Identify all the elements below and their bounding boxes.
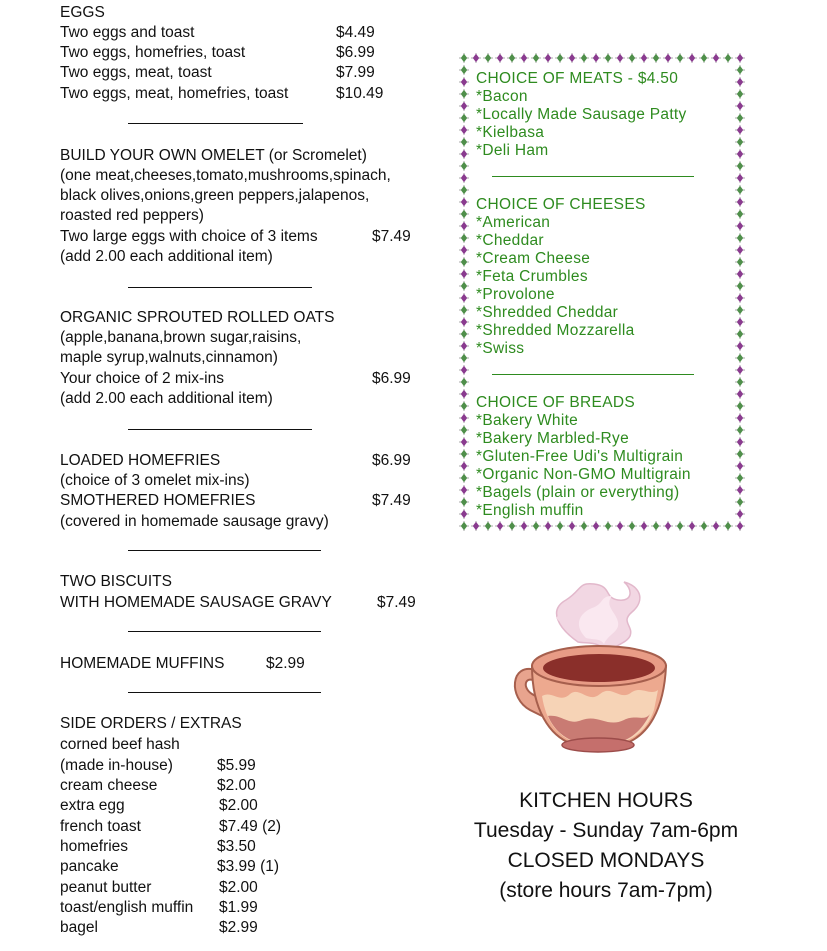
- side-item-name: bagel: [60, 919, 98, 936]
- menu-item-name: Two eggs, meat, toast: [60, 64, 212, 81]
- coffee-mug-icon: [508, 578, 688, 760]
- oats-desc: (apple,banana,brown sugar,raisins,: [60, 329, 302, 346]
- divider: [492, 176, 694, 177]
- side-item-price: $5.99: [217, 757, 256, 774]
- sides-title: SIDE ORDERS / EXTRAS: [60, 715, 242, 732]
- divider: [128, 287, 312, 288]
- side-item-price: $2.00: [219, 879, 258, 896]
- bread-item: *Bakery Marbled-Rye: [476, 430, 630, 447]
- cheese-item: *American: [476, 214, 551, 231]
- side-item-price: $3.99 (1): [217, 858, 280, 875]
- cheeses-title: CHOICE OF CHEESES: [476, 196, 646, 213]
- choices-box: [458, 52, 746, 532]
- side-item-price: $7.49 (2): [219, 818, 282, 835]
- omelet-desc: black olives,onions,green peppers,jalapenos,: [60, 187, 370, 204]
- side-item-price: $2.00: [217, 777, 256, 794]
- oats-note: (add 2.00 each additional item): [60, 390, 273, 407]
- menu-item-name: Two eggs, meat, homefries, toast: [60, 85, 289, 102]
- hours-store: (store hours 7am-7pm): [499, 879, 713, 902]
- meat-item: *Deli Ham: [476, 142, 549, 159]
- cheese-item: *Cheddar: [476, 232, 544, 249]
- muffins-price: $2.99: [266, 655, 305, 672]
- bread-item: *Gluten-Free Udi's Multigrain: [476, 448, 684, 465]
- side-item-name: peanut butter: [60, 879, 152, 896]
- omelet-desc: roasted red peppers): [60, 207, 204, 224]
- cheese-item: *Swiss: [476, 340, 525, 357]
- menu-item-name: Two eggs and toast: [60, 24, 195, 41]
- bread-item: *Organic Non-GMO Multigrain: [476, 466, 691, 483]
- menu-item-price: $10.49: [336, 85, 384, 102]
- bread-item: *Bakery White: [476, 412, 579, 429]
- side-item-price: $2.99: [219, 919, 258, 936]
- divider: [492, 374, 694, 375]
- cheese-item: *Feta Crumbles: [476, 268, 588, 285]
- hours-days: Tuesday - Sunday 7am-6pm: [473, 819, 739, 842]
- omelet-item: Two large eggs with choice of 3 items: [60, 228, 318, 245]
- divider: [128, 692, 321, 693]
- oats-price: $6.99: [372, 370, 411, 387]
- smothered-homefries: SMOTHERED HOMEFRIES: [60, 492, 256, 509]
- hours-title: KITCHEN HOURS: [519, 789, 693, 812]
- cheese-item: *Provolone: [476, 286, 555, 303]
- side-item-name: cream cheese: [60, 777, 158, 794]
- biscuits-price: $7.49: [377, 594, 416, 611]
- menu-item-price: $7.99: [336, 64, 375, 81]
- divider: [128, 550, 321, 551]
- side-item-name: extra egg: [60, 797, 125, 814]
- biscuits-line2: WITH HOMEMADE SAUSAGE GRAVY: [60, 594, 332, 611]
- divider: [128, 631, 321, 632]
- omelet-title: BUILD YOUR OWN OMELET (or Scromelet): [60, 147, 367, 164]
- menu-item-price: $4.49: [336, 24, 375, 41]
- loaded-homefries: LOADED HOMEFRIES: [60, 452, 221, 469]
- hours-closed: CLOSED MONDAYS: [507, 849, 705, 872]
- eggs-title: EGGS: [60, 4, 105, 21]
- omelet-desc: (one meat,cheeses,tomato,mushrooms,spinach,: [60, 167, 391, 184]
- omelet-note: (add 2.00 each additional item): [60, 248, 273, 265]
- sides-subtitle: corned beef hash: [60, 736, 180, 753]
- side-item-name: pancake: [60, 858, 119, 875]
- side-item-price: $1.99: [219, 899, 258, 916]
- cheese-item: *Shredded Cheddar: [476, 304, 619, 321]
- omelet-price: $7.49: [372, 228, 411, 245]
- side-item-name: french toast: [60, 818, 141, 835]
- side-item-price: $3.50: [217, 838, 256, 855]
- oats-title: ORGANIC SPROUTED ROLLED OATS: [60, 309, 335, 326]
- meat-item: *Bacon: [476, 88, 528, 105]
- bread-item: *Bagels (plain or everything): [476, 484, 680, 501]
- oats-item: Your choice of 2 mix-ins: [60, 370, 224, 387]
- breads-title: CHOICE OF BREADS: [476, 394, 635, 411]
- cheese-item: *Cream Cheese: [476, 250, 591, 267]
- smothered-homefries-note: (covered in homemade sausage gravy): [60, 513, 329, 530]
- divider: [128, 123, 303, 124]
- biscuits-line1: TWO BISCUITS: [60, 573, 172, 590]
- menu-item-name: Two eggs, homefries, toast: [60, 44, 246, 61]
- bread-item: *English muffin: [476, 502, 584, 519]
- muffins-name: HOMEMADE MUFFINS: [60, 655, 225, 672]
- side-item-name: toast/english muffin: [60, 899, 194, 916]
- meat-item: *Locally Made Sausage Patty: [476, 106, 687, 123]
- meat-item: *Kielbasa: [476, 124, 545, 141]
- oats-desc: maple syrup,walnuts,cinnamon): [60, 349, 278, 366]
- divider: [128, 429, 312, 430]
- loaded-homefries-price: $6.99: [372, 452, 411, 469]
- menu-item-price: $6.99: [336, 44, 375, 61]
- side-item-price: $2.00: [219, 797, 258, 814]
- side-item-name: (made in-house): [60, 757, 173, 774]
- loaded-homefries-note: (choice of 3 omelet mix-ins): [60, 472, 250, 489]
- side-item-name: homefries: [60, 838, 129, 855]
- meats-title: CHOICE OF MEATS - $4.50: [476, 70, 679, 87]
- smothered-homefries-price: $7.49: [372, 492, 411, 509]
- cheese-item: *Shredded Mozzarella: [476, 322, 635, 339]
